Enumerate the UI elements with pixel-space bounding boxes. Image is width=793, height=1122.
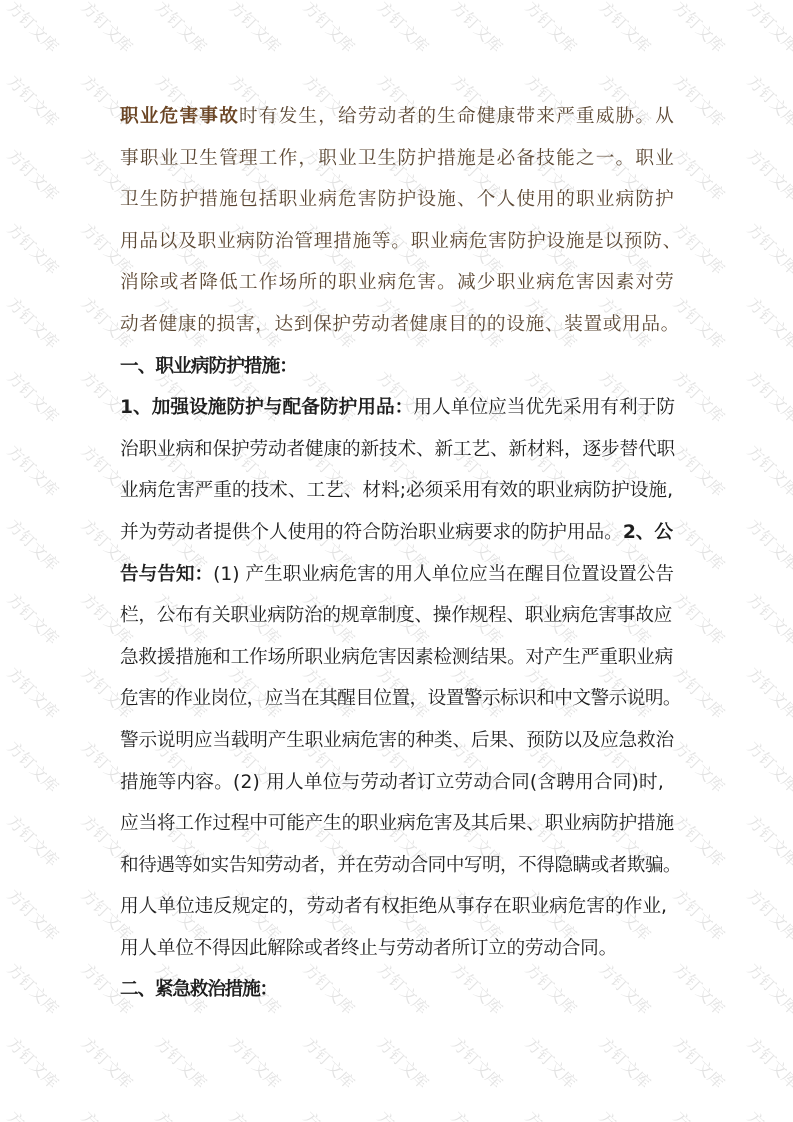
text-line [120, 429, 675, 471]
text-line [120, 470, 673, 512]
line-text: 用人单位不得因此解除或者终止与劳动者所订立的劳动合同。 [120, 937, 617, 959]
text-line [120, 304, 680, 346]
text-line [120, 803, 674, 845]
text-line [120, 179, 675, 221]
text-line [120, 221, 682, 263]
text-line [120, 138, 675, 180]
line-text: 措施等内容。(2) 用人单位与劳动者订立劳动合同(含聘用合同)时, [120, 771, 664, 793]
line-text: 事职业卫生管理工作，职业卫生防护措施是必备技能之一。职业 [120, 147, 675, 169]
subheading-text: 1、加强设施防护与配备防护用品： [120, 397, 414, 419]
text-line [120, 96, 675, 138]
text-line [120, 262, 675, 304]
line-text: 并为劳动者提供个人使用的符合防治职业病要求的防护用品。 [120, 521, 623, 543]
heading-text: 一、职业病防护措施： [120, 355, 298, 377]
text-line [120, 845, 681, 887]
line-text: 用人单位应当优先采用有利于防 [413, 397, 676, 419]
text-line [120, 595, 672, 637]
line-text: 动者健康的损害，达到保护劳动者健康目的的设施、装置或用品。 [120, 313, 680, 335]
line-text: 应当将工作过程中可能产生的职业病危害及其后果、职业病防护措施 [120, 813, 674, 835]
line-text: (1) 产生职业病危害的用人单位应当在醒目位置设置公告 [213, 563, 675, 585]
intro-paragraph [120, 96, 682, 346]
line-text: 危害的作业岗位，应当在其醒目位置，设置警示标识和中文警示说明。 [120, 688, 682, 710]
text-line [120, 762, 664, 804]
line-text: 用品以及职业病防治管理措施等。职业病危害防护设施是以预防、 [120, 230, 682, 252]
line-text: 栏，公布有关职业病防治的规章制度、操作规程、职业病危害事故应 [120, 605, 673, 627]
section-1-paragraph [120, 387, 682, 969]
text-line [120, 886, 667, 928]
line-text: 急救援措施和工作场所职业病危害因素检测结果。对产生严重职业病 [120, 646, 673, 668]
line-text: 治职业病和保护劳动者健康的新技术、新工艺、新材料，逐步替代职 [120, 438, 676, 460]
text-line [120, 720, 674, 762]
text-line [120, 554, 674, 596]
text-line [120, 928, 617, 970]
line-text: 用人单位违反规定的，劳动者有权拒绝从事存在职业病危害的作业, [120, 896, 667, 918]
section-heading-1 [120, 346, 297, 388]
line-text: 业病危害严重的技术、工艺、材料;必须采用有效的职业病防护设施, [120, 480, 673, 502]
section-heading-2 [120, 969, 277, 1011]
emphasis-term: 职业危害事故 [120, 106, 239, 127]
heading-text: 二、紧急救治措施： [120, 979, 277, 1001]
subheading-text: 告与告知： [120, 563, 214, 585]
text-line [120, 678, 681, 720]
line-text: 和待遇等如实告知劳动者，并在劳动合同中写明，不得隐瞒或者欺骗。 [120, 854, 682, 876]
document-body [120, 96, 682, 1011]
line-text: 时有发生，给劳动者的生命健康带来严重威胁。从 [238, 106, 676, 127]
line-text: 卫生防护措施包括职业病危害防护设施、个人使用的职业病防护 [120, 189, 675, 211]
line-text: 消除或者降低工作场所的职业病危害。减少职业病危害因素对劳 [120, 272, 675, 294]
text-line [120, 387, 675, 429]
line-text: 警示说明应当载明产生职业病危害的种类、后果、预防以及应急救治 [120, 729, 674, 751]
text-line [120, 637, 673, 679]
subheading-text: 2、公 [622, 521, 674, 543]
text-line [120, 512, 673, 554]
